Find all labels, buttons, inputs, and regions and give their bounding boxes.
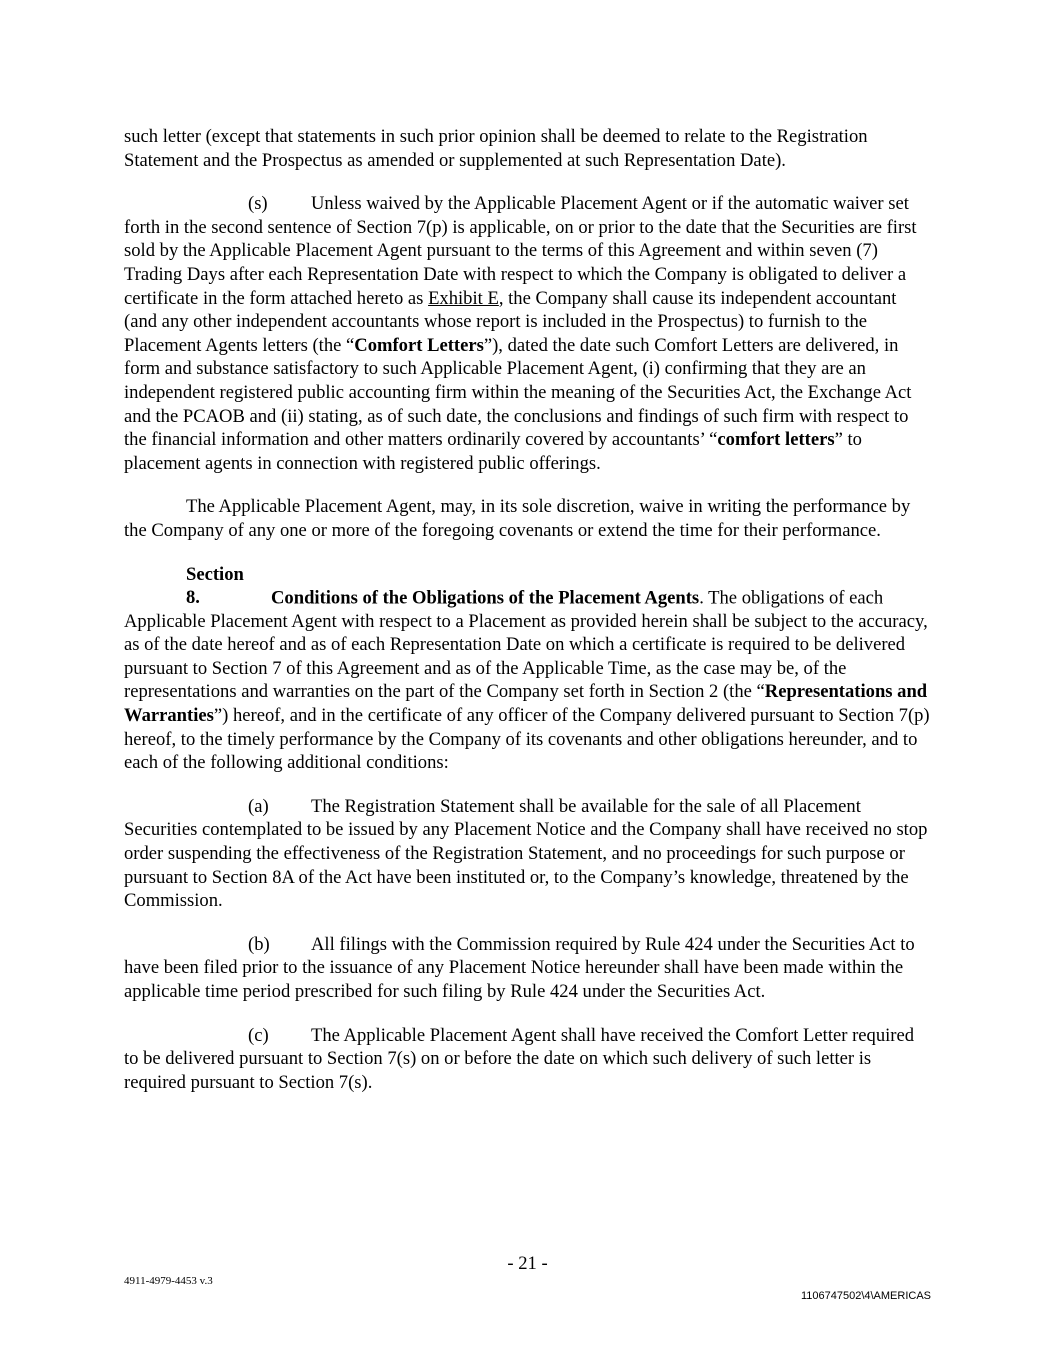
paragraph-b <box>124 933 932 1004</box>
continuation-paragraph <box>124 125 932 172</box>
paragraph-s <box>124 192 932 475</box>
continuation-text: such letter (except that statements in such prior opinion shall be deemed to relate to the Registration Statement and the Prospectus as amended or supplemented at such Representation Date). <box>124 126 868 171</box>
section-8-paragraph <box>124 563 932 775</box>
paragraph-c-label: (c) <box>248 1024 269 1046</box>
paragraph-c <box>124 1024 932 1095</box>
document-id-left: 4911-4979-4453 v.3 <box>124 1275 213 1287</box>
paragraph-a-label: (a) <box>248 795 269 817</box>
paragraph-s-text-2: , the Company shall cause its independent accountant (and any other independent accountants whose report is included in the Prospectus) to furnish to the Placement Agents letters (the “ <box>124 287 897 356</box>
exhibit-e-link[interactable]: Exhibit E <box>428 287 499 309</box>
section-8-label: Section 8. <box>186 563 244 609</box>
paragraph-s-text-3: ”), dated the date such Comfort Letters are delivered, in form and substance satisfactory to such Applicable Placement Agent, (i) confirming that they are an independent registered public accounting firm within the meaning of the Securities Act, the Exchange Act and the PCAOB and (ii) stating, as of such date, the conclusions and findings of such firm with respect to the financial information and other matters ordinarily covered by accountants’ “ <box>124 334 912 451</box>
document-id-right: 1106747502\4\AMERICAS <box>800 1290 931 1302</box>
waiver-text: The Applicable Placement Agent, may, in its sole discretion, waive in writing the performance by the Company of any one or more of the foregoing covenants or extend the time for their performance. <box>124 496 911 541</box>
document-body <box>124 125 932 1114</box>
page-number: - 21 - <box>507 1253 548 1274</box>
paragraph-c-text: The Applicable Placement Agent shall have received the Comfort Letter required to be delivered pursuant to Section 7(s) on or before the date on which such delivery of such letter is required pursuant to Section 7(s). <box>124 1024 915 1093</box>
paragraph-a-text: The Registration Statement shall be available for the sale of all Placement Securities contemplated to be issued by any Placement Notice and the Company shall have received no stop order suspending the effectiveness of the Registration Statement, and no proceedings for such purpose or pursuant to Section 8A of the Act have been instituted or, to the Company’s knowledge, threatened by the Commission. <box>124 795 928 912</box>
paragraph-a <box>124 795 932 913</box>
defined-term-comfort-letters-lower: comfort letters <box>717 429 835 451</box>
paragraph-b-label: (b) <box>248 933 270 955</box>
defined-term-comfort-letters: Comfort Letters <box>354 334 484 356</box>
paragraph-s-text-4: ” to placement agents in connection with registered public offerings. <box>124 429 862 474</box>
paragraph-s-label: (s) <box>248 193 268 215</box>
section-8-text-1: . The obligations of each Applicable Placement Agent with respect to a Placement as provided herein shall be subject to the accuracy, as of the date hereof and as of each Representation Date on which a certificate is required to be delivered pursuant to Section 7 of this Agreement and as of the Applicable Time, as the case may be, of the representations and warranties on the part of the Company set forth in Section 2 (the “ <box>124 587 928 703</box>
waiver-paragraph <box>124 495 932 542</box>
defined-term-representations: Representations and Warranties <box>124 681 928 727</box>
section-8-heading: Conditions of the Obligations of the Placement Agents <box>271 587 700 609</box>
paragraph-s-text-1: Unless waived by the Applicable Placement Agent or if the automatic waiver set forth in the second sentence of Section 7(p) is applicable, on or prior to the date that the Securities are first sold by the Applicable Placement Agent pursuant to the terms of this Agreement and within seven (7) Trading Days after each Representation Date with respect to which the Company is obligated to deliver a certificate in the form attached hereto as <box>124 193 917 309</box>
paragraph-b-text: All filings with the Commission required by Rule 424 under the Securities Act to have been filed prior to the issuance of any Placement Notice hereunder shall have been made within the applicable time period prescribed for such filing by Rule 424 under the Securities Act. <box>124 933 915 1002</box>
section-8-text-2: ”) hereof, and in the certificate of any officer of the Company delivered pursuant to Section 7(p) hereof, to the timely performance by the Company of its covenants and other obligations hereunder, and to each of the following additional conditions: <box>124 705 930 774</box>
